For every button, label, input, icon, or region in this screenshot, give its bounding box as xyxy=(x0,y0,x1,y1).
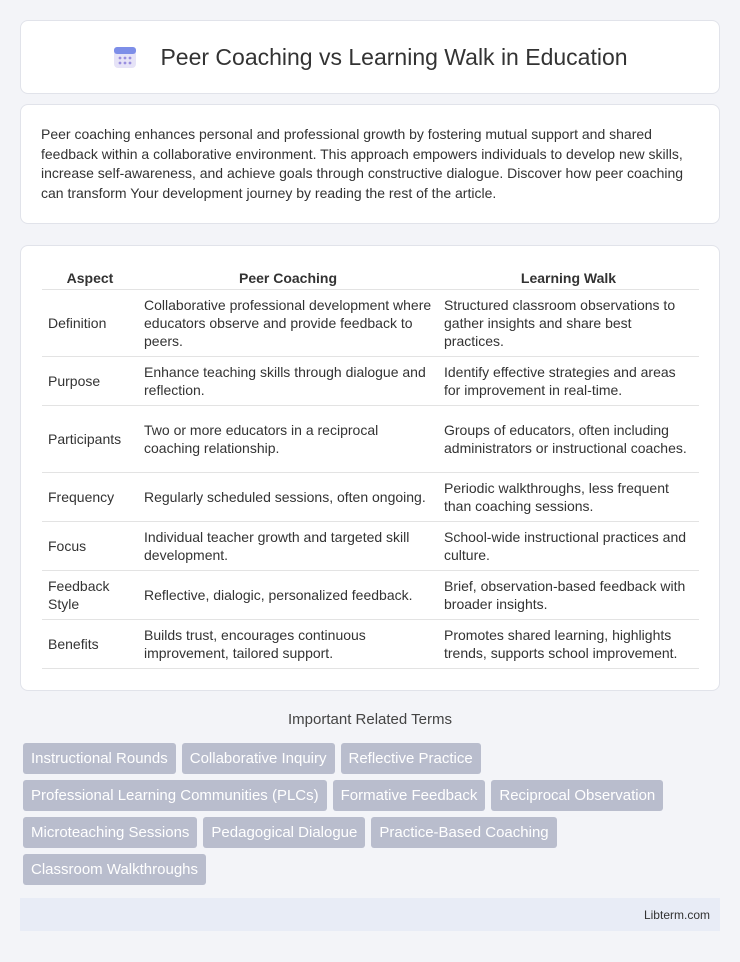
table-row xyxy=(42,406,699,473)
page-title: Peer Coaching vs Learning Walk in Education xyxy=(160,43,628,70)
related-term-tag[interactable]: Collaborative Inquiry xyxy=(182,743,335,774)
header-card xyxy=(20,20,720,94)
row-aspect: Definition xyxy=(42,290,138,357)
intro-text: Peer coaching enhances personal and professional growth by fostering mutual support and shared feedback within a collaborative environment. This approach empowers individuals to develop new skills, increase self-awareness, and achieve goals through constructive dialogue. Discover how peer coaching can transform Your development journey by reading the rest of the article. xyxy=(41,126,684,201)
row-peer-coaching: Individual teacher growth and targeted skill development. xyxy=(138,522,438,571)
related-term-tag[interactable]: Instructional Rounds xyxy=(23,743,176,774)
row-peer-coaching: Enhance teaching skills through dialogue and reflection. xyxy=(138,357,438,406)
header-peer-coaching: Peer Coaching xyxy=(138,266,438,290)
row-aspect: Purpose xyxy=(42,357,138,406)
comparison-table xyxy=(42,266,699,669)
related-terms-list xyxy=(23,743,713,891)
row-aspect: Feedback Style xyxy=(42,571,138,620)
row-peer-coaching: Two or more educators in a reciprocal coaching relationship. xyxy=(138,406,438,473)
row-aspect: Participants xyxy=(42,406,138,473)
header-aspect: Aspect xyxy=(42,266,138,290)
table-row xyxy=(42,473,699,522)
related-term-tag[interactable]: Professional Learning Communities (PLCs) xyxy=(23,780,327,811)
row-peer-coaching: Reflective, dialogic, personalized feedback. xyxy=(138,571,438,620)
related-terms-title: Important Related Terms xyxy=(288,711,452,728)
comparison-card xyxy=(20,245,720,691)
related-term-tag[interactable]: Reflective Practice xyxy=(341,743,481,774)
related-term-tag[interactable]: Pedagogical Dialogue xyxy=(203,817,365,848)
related-term-tag[interactable]: Microteaching Sessions xyxy=(23,817,197,848)
row-aspect: Frequency xyxy=(42,473,138,522)
row-aspect: Focus xyxy=(42,522,138,571)
table-row xyxy=(42,522,699,571)
related-term-tag[interactable]: Formative Feedback xyxy=(333,780,486,811)
row-learning-walk: Brief, observation-based feedback with broader insights. xyxy=(438,571,699,620)
row-learning-walk: Structured classroom observations to gather insights and share best practices. xyxy=(438,290,699,357)
table-header-row xyxy=(42,266,699,290)
row-peer-coaching: Collaborative professional development where educators observe and provide feedback to peers. xyxy=(138,290,438,357)
header-learning-walk: Learning Walk xyxy=(438,266,699,290)
table-row xyxy=(42,620,699,669)
row-learning-walk: Identify effective strategies and areas for improvement in real-time. xyxy=(438,357,699,406)
intro-card xyxy=(20,104,720,224)
table-row xyxy=(42,290,699,357)
row-learning-walk: Groups of educators, often including administrators or instructional coaches. xyxy=(438,406,699,473)
table-row xyxy=(42,357,699,406)
row-peer-coaching: Regularly scheduled sessions, often ongoing. xyxy=(138,473,438,522)
footer-site-link[interactable]: Libterm.com xyxy=(643,907,710,922)
related-term-tag[interactable]: Reciprocal Observation xyxy=(491,780,663,811)
row-aspect: Benefits xyxy=(42,620,138,669)
row-peer-coaching: Builds trust, encourages continuous improvement, tailored support. xyxy=(138,620,438,669)
row-learning-walk: Periodic walkthroughs, less frequent than coaching sessions. xyxy=(438,473,699,522)
related-term-tag[interactable]: Practice-Based Coaching xyxy=(371,817,556,848)
footer xyxy=(20,898,720,931)
calendar-icon xyxy=(112,44,138,70)
row-learning-walk: School-wide instructional practices and culture. xyxy=(438,522,699,571)
row-learning-walk: Promotes shared learning, highlights trends, supports school improvement. xyxy=(438,620,699,669)
related-term-tag[interactable]: Classroom Walkthroughs xyxy=(23,854,206,885)
table-row xyxy=(42,571,699,620)
